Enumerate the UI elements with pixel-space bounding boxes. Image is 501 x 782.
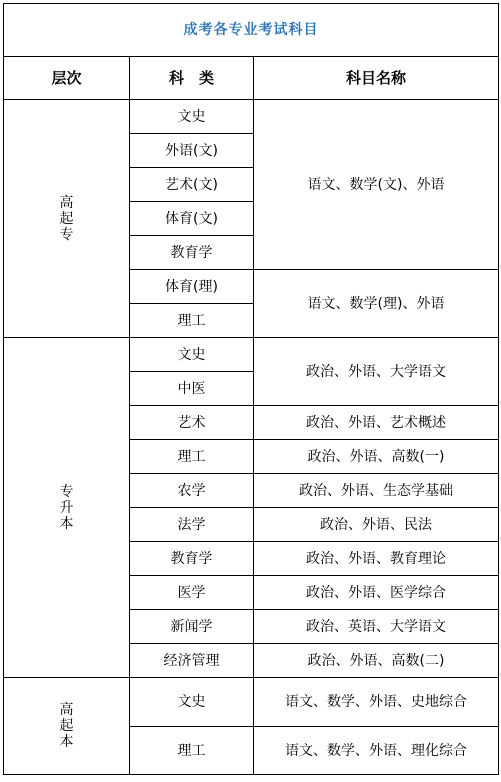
table-title: 成考各专业考试科目 [4, 4, 499, 57]
subjects-cell: 政治、外语、生态学基础 [254, 474, 499, 508]
category-cell: 教育学 [130, 542, 254, 576]
subjects-cell: 语文、数学(理)、外语 [254, 270, 499, 338]
exam-subjects-table [3, 3, 499, 775]
category-cell: 经济管理 [130, 644, 254, 678]
subjects-cell: 政治、外语、大学语文 [254, 338, 499, 406]
category-cell: 艺术 [130, 406, 254, 440]
category-cell: 外语(文) [130, 134, 254, 168]
subjects-cell: 政治、外语、高数(一) [254, 440, 499, 474]
category-cell: 文史 [130, 100, 254, 134]
subjects-cell: 语文、数学、外语、史地综合 [254, 678, 499, 727]
subjects-cell: 政治、外语、民法 [254, 508, 499, 542]
category-cell: 体育(理) [130, 270, 254, 304]
category-cell: 理工 [130, 727, 254, 775]
subjects-cell: 语文、数学、外语、理化综合 [254, 727, 499, 775]
level-cell-zhuanshengben: 专 升 本 [4, 338, 130, 678]
header-category: 科 类 [130, 57, 254, 100]
category-cell: 体育(文) [130, 202, 254, 236]
table-row [4, 678, 499, 727]
subjects-cell: 语文、数学(文)、外语 [254, 100, 499, 270]
subjects-cell: 政治、外语、艺术概述 [254, 406, 499, 440]
subjects-cell: 政治、英语、大学语文 [254, 610, 499, 644]
category-cell: 文史 [130, 678, 254, 727]
category-cell: 农学 [130, 474, 254, 508]
category-cell: 艺术(文) [130, 168, 254, 202]
level-cell-gaoqiben: 高 起 本 [4, 678, 130, 775]
level-cell-gaoqizhuan: 高 起 专 [4, 100, 130, 338]
category-cell: 理工 [130, 304, 254, 338]
category-cell: 法学 [130, 508, 254, 542]
table-row [4, 100, 499, 134]
category-cell: 新闻学 [130, 610, 254, 644]
category-cell: 文史 [130, 338, 254, 372]
subjects-cell: 政治、外语、医学综合 [254, 576, 499, 610]
category-cell: 医学 [130, 576, 254, 610]
subjects-cell: 政治、外语、高数(二) [254, 644, 499, 678]
header-subjects: 科目名称 [254, 57, 499, 100]
header-level: 层次 [4, 57, 130, 100]
category-cell: 理工 [130, 440, 254, 474]
subjects-cell: 政治、外语、教育理论 [254, 542, 499, 576]
table-row [4, 338, 499, 372]
category-cell: 教育学 [130, 236, 254, 270]
category-cell: 中医 [130, 372, 254, 406]
